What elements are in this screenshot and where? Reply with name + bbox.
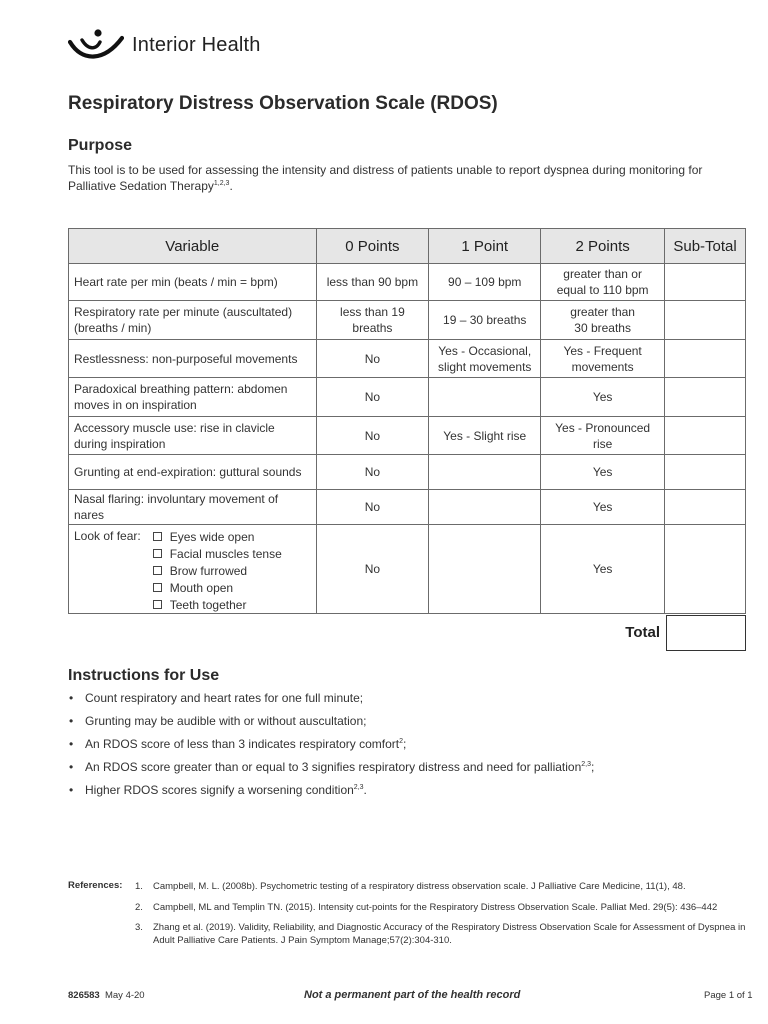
- points-0-cell: No: [316, 525, 429, 614]
- references-label: References:: [68, 880, 123, 891]
- variable-cell: Nasal flaring: involuntary movement of nares: [69, 490, 317, 525]
- purpose-citation: 1,2,3: [213, 180, 230, 187]
- purpose-heading: Purpose: [68, 137, 133, 154]
- points-2-cell: Yes: [541, 525, 665, 614]
- checkbox[interactable]: [153, 549, 162, 558]
- header-1-point: 1 Point: [429, 229, 541, 264]
- form-date: May 4-20: [104, 990, 145, 1001]
- variable-cell: Paradoxical breathing pattern: abdomen moves in on inspiration: [69, 378, 317, 417]
- list-item: [68, 713, 594, 736]
- fear-option-teeth-together[interactable]: [153, 596, 282, 613]
- list-item: [68, 736, 594, 759]
- variable-cell: Respiratory rate per minute (auscultated) (breaths / min): [69, 301, 317, 340]
- instruction-citation: 2: [399, 738, 404, 745]
- form-number: [68, 990, 145, 1001]
- form-number-value: 826583: [68, 990, 100, 1001]
- points-0-cell: less than 19 breaths: [316, 301, 429, 340]
- subtotal-cell[interactable]: [665, 378, 746, 417]
- fear-option-label: Brow furrowed: [169, 563, 248, 578]
- points-2-text: greater than 30 breaths: [570, 305, 635, 335]
- reference-text: Zhang et al. (2019). Validity, Reliability, and Diagnostic Accuracy of the Respiratory Distress Observation Scale for Assessment of Dyspnea in Adult Palliative Care Patients. J Pain Symptom Manage;57(2):304-310.: [153, 922, 746, 946]
- reference-number: 2.: [135, 902, 143, 913]
- look-of-fear-label: Look of fear:: [74, 529, 141, 543]
- reference-number: 3.: [135, 922, 143, 933]
- points-2-cell: [541, 301, 665, 340]
- subtotal-cell[interactable]: [665, 525, 746, 614]
- fear-option-label: Mouth open: [169, 580, 234, 595]
- points-2-cell: [541, 340, 665, 378]
- fear-option-label: Eyes wide open: [169, 529, 255, 544]
- points-0-cell: No: [316, 490, 429, 525]
- list-item: [68, 690, 594, 713]
- checkbox[interactable]: [153, 532, 162, 541]
- subtotal-cell[interactable]: [665, 417, 746, 455]
- instructions-list: [68, 690, 594, 805]
- checkbox[interactable]: [153, 566, 162, 575]
- interior-health-logo-icon: [68, 28, 124, 62]
- fear-option-label: Teeth together: [169, 597, 247, 612]
- table-row: [69, 301, 746, 340]
- reference-number: 1.: [135, 881, 143, 892]
- table-row: [69, 490, 746, 525]
- points-1-cell: Yes - Slight rise: [429, 417, 541, 455]
- points-0-cell: less than 90 bpm: [316, 264, 429, 301]
- points-0-cell: No: [316, 417, 429, 455]
- instruction-citation: 2,3: [353, 784, 364, 791]
- header-2-points: 2 Points: [541, 229, 665, 264]
- points-0-cell: No: [316, 378, 429, 417]
- look-of-fear-options: [153, 528, 282, 613]
- fear-option-brow-furrowed[interactable]: [153, 562, 282, 579]
- org-name: Interior Health: [132, 33, 261, 56]
- subtotal-cell[interactable]: [665, 340, 746, 378]
- checkbox[interactable]: [153, 583, 162, 592]
- fear-option-facial-muscles-tense[interactable]: [153, 545, 282, 562]
- points-1-cell: [429, 378, 541, 417]
- points-1-cell: Yes - Occasional, slight movements: [429, 340, 541, 378]
- variable-cell: Restlessness: non-purposeful movements: [69, 340, 317, 378]
- checkbox[interactable]: [153, 600, 162, 609]
- total-label: Total: [625, 624, 660, 641]
- points-2-cell: Yes: [541, 490, 665, 525]
- points-2-text: greater than or equal to 110 bpm: [556, 267, 649, 297]
- page-title: Respiratory Distress Observation Scale (RDOS): [68, 93, 498, 114]
- header-sub-total: Sub-Total: [665, 229, 746, 264]
- variable-cell: Grunting at end-expiration: guttural sounds: [69, 455, 317, 490]
- org-logo: [68, 28, 261, 62]
- table-row: [69, 340, 746, 378]
- table-header-row: [69, 229, 746, 264]
- points-2-cell: [541, 264, 665, 301]
- table-row: [69, 417, 746, 455]
- points-0-cell: No: [316, 340, 429, 378]
- points-2-cell: Yes: [541, 378, 665, 417]
- header-variable: Variable: [69, 229, 317, 264]
- reference-text: Campbell, M. L. (2008b). Psychometric testing of a respiratory distress observation scale. J Palliative Care Medicine, 11(1), 48.: [153, 881, 686, 892]
- purpose-text: [68, 162, 748, 194]
- purpose-end: .: [229, 179, 233, 193]
- fear-option-label: Facial muscles tense: [169, 546, 282, 561]
- points-2-cell: Yes: [541, 455, 665, 490]
- points-2-cell: Yes - Pronounced rise: [541, 417, 665, 455]
- points-1-cell: 90 – 109 bpm: [429, 264, 541, 301]
- instruction-text: Higher RDOS scores signify a worsening condition: [85, 783, 354, 797]
- total-box[interactable]: [666, 615, 746, 651]
- instruction-text: An RDOS score greater than or equal to 3 signifies respiratory distress and need for palliation: [85, 760, 582, 774]
- instruction-end: ;: [591, 760, 595, 774]
- list-item: [68, 759, 594, 782]
- rdos-table: [68, 228, 746, 614]
- subtotal-cell[interactable]: [665, 264, 746, 301]
- variable-cell: [69, 525, 317, 614]
- list-item: [68, 782, 594, 805]
- fear-option-mouth-open[interactable]: [153, 579, 282, 596]
- instructions-heading: Instructions for Use: [68, 667, 220, 684]
- points-1-cell: [429, 490, 541, 525]
- header-0-points: 0 Points: [316, 229, 429, 264]
- reference-text: Campbell, ML and Templin TN. (2015). Intensity cut-points for the Respiratory Distress Observation Scale. Palliat Med. 29(5): 436–442: [153, 902, 718, 913]
- points-1-cell: 19 – 30 breaths: [429, 301, 541, 340]
- variable-cell: Heart rate per min (beats / min = bpm): [69, 264, 317, 301]
- variable-cell: Accessory muscle use: rise in clavicle during inspiration: [69, 417, 317, 455]
- instruction-end: ;: [403, 737, 407, 751]
- instruction-end: .: [363, 783, 367, 797]
- instruction-text: Count respiratory and heart rates for one full minute;: [85, 691, 364, 705]
- points-1-cell: [429, 525, 541, 614]
- points-2-text: Yes - Frequent movements: [563, 343, 642, 374]
- subtotal-cell[interactable]: [665, 490, 746, 525]
- instruction-citation: 2,3: [581, 761, 591, 768]
- purpose-body: This tool is to be used for assessing the intensity and distress of patients unable to report dyspnea during monitoring for Palliative Sedation Therapy: [68, 163, 703, 193]
- page-number: Page 1 of 1: [704, 990, 753, 1001]
- points-1-cell: [429, 455, 541, 490]
- look-of-fear-group: [74, 528, 311, 613]
- footer-disclaimer: Not a permanent part of the health record: [304, 989, 521, 1001]
- fear-option-eyes-wide-open[interactable]: [153, 528, 282, 545]
- table-row: [69, 455, 746, 490]
- table-row: [69, 378, 746, 417]
- subtotal-cell[interactable]: [665, 301, 746, 340]
- table-row-look-of-fear: [69, 525, 746, 614]
- instruction-text: Grunting may be audible with or without auscultation;: [85, 714, 367, 728]
- points-0-cell: No: [316, 455, 429, 490]
- subtotal-cell[interactable]: [665, 455, 746, 490]
- instruction-text: An RDOS score of less than 3 indicates respiratory comfort: [85, 737, 400, 751]
- table-row: [69, 264, 746, 301]
